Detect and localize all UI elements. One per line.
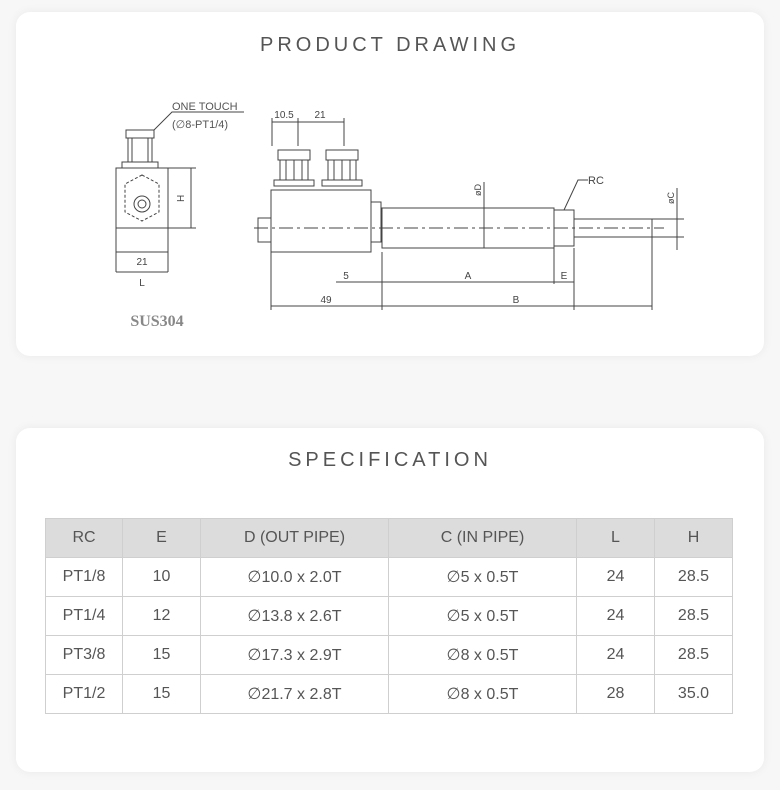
cell-e: 10 [123,558,201,597]
one-touch-label: ONE TOUCH [172,101,238,113]
dim-phi-c-label: øC [666,192,676,204]
rc-label: RC [588,175,604,187]
one-touch-spec: (∅8-PT1/4) [172,119,229,131]
header-rc: RC [46,519,123,558]
table-row [46,636,733,675]
dim-5-label: 5 [343,271,349,282]
dim-a-label: A [464,271,472,282]
cell-e: 15 [123,636,201,675]
cell-h: 28.5 [655,597,733,636]
cell-d: ∅13.8 x 2.6T [201,597,389,636]
cell-e: 15 [123,675,201,714]
cell-c: ∅8 x 0.5T [389,675,577,714]
cell-rc: PT1/2 [46,675,123,714]
table-row [46,558,733,597]
table-row [46,675,733,714]
dim-phi-d-label: øD [473,184,483,196]
side-view [116,112,244,272]
material-label: SUS304 [130,313,184,330]
header-d-out-pipe: D (OUT PIPE) [201,519,389,558]
dim-h-label: H [176,194,187,202]
header-h: H [655,519,733,558]
header-l: L [577,519,655,558]
header-e: E [123,519,201,558]
cell-rc: PT3/8 [46,636,123,675]
specification-table [45,518,733,714]
cell-h: 35.0 [655,675,733,714]
cell-rc: PT1/8 [46,558,123,597]
cell-h: 28.5 [655,636,733,675]
dim-10-5-label: 10.5 [274,110,294,121]
dim-b-label: B [512,295,520,306]
header-c-in-pipe: C (IN PIPE) [389,519,577,558]
specification-title: SPECIFICATION [288,449,492,471]
table-header-row [46,519,733,558]
dim-21-label: 21 [136,257,148,268]
cell-h: 28.5 [655,558,733,597]
cell-d: ∅17.3 x 2.9T [201,636,389,675]
dim-l-label: L [139,278,145,289]
technical-drawing [16,12,764,356]
dim-e-label: E [560,271,568,282]
dim-49-label: 49 [320,295,332,306]
cell-l: 24 [577,558,655,597]
cell-c: ∅8 x 0.5T [389,636,577,675]
cell-l: 24 [577,597,655,636]
cell-c: ∅5 x 0.5T [389,597,577,636]
cell-rc: PT1/4 [46,597,123,636]
product-drawing-card [16,12,764,356]
cell-c: ∅5 x 0.5T [389,558,577,597]
cell-l: 24 [577,636,655,675]
cell-e: 12 [123,597,201,636]
cell-d: ∅10.0 x 2.0T [201,558,389,597]
table-row [46,597,733,636]
product-drawing-title: PRODUCT DRAWING [260,34,520,56]
dim-top-21-label: 21 [314,110,326,121]
specification-card [16,428,764,772]
cell-d: ∅21.7 x 2.8T [201,675,389,714]
cell-l: 28 [577,675,655,714]
